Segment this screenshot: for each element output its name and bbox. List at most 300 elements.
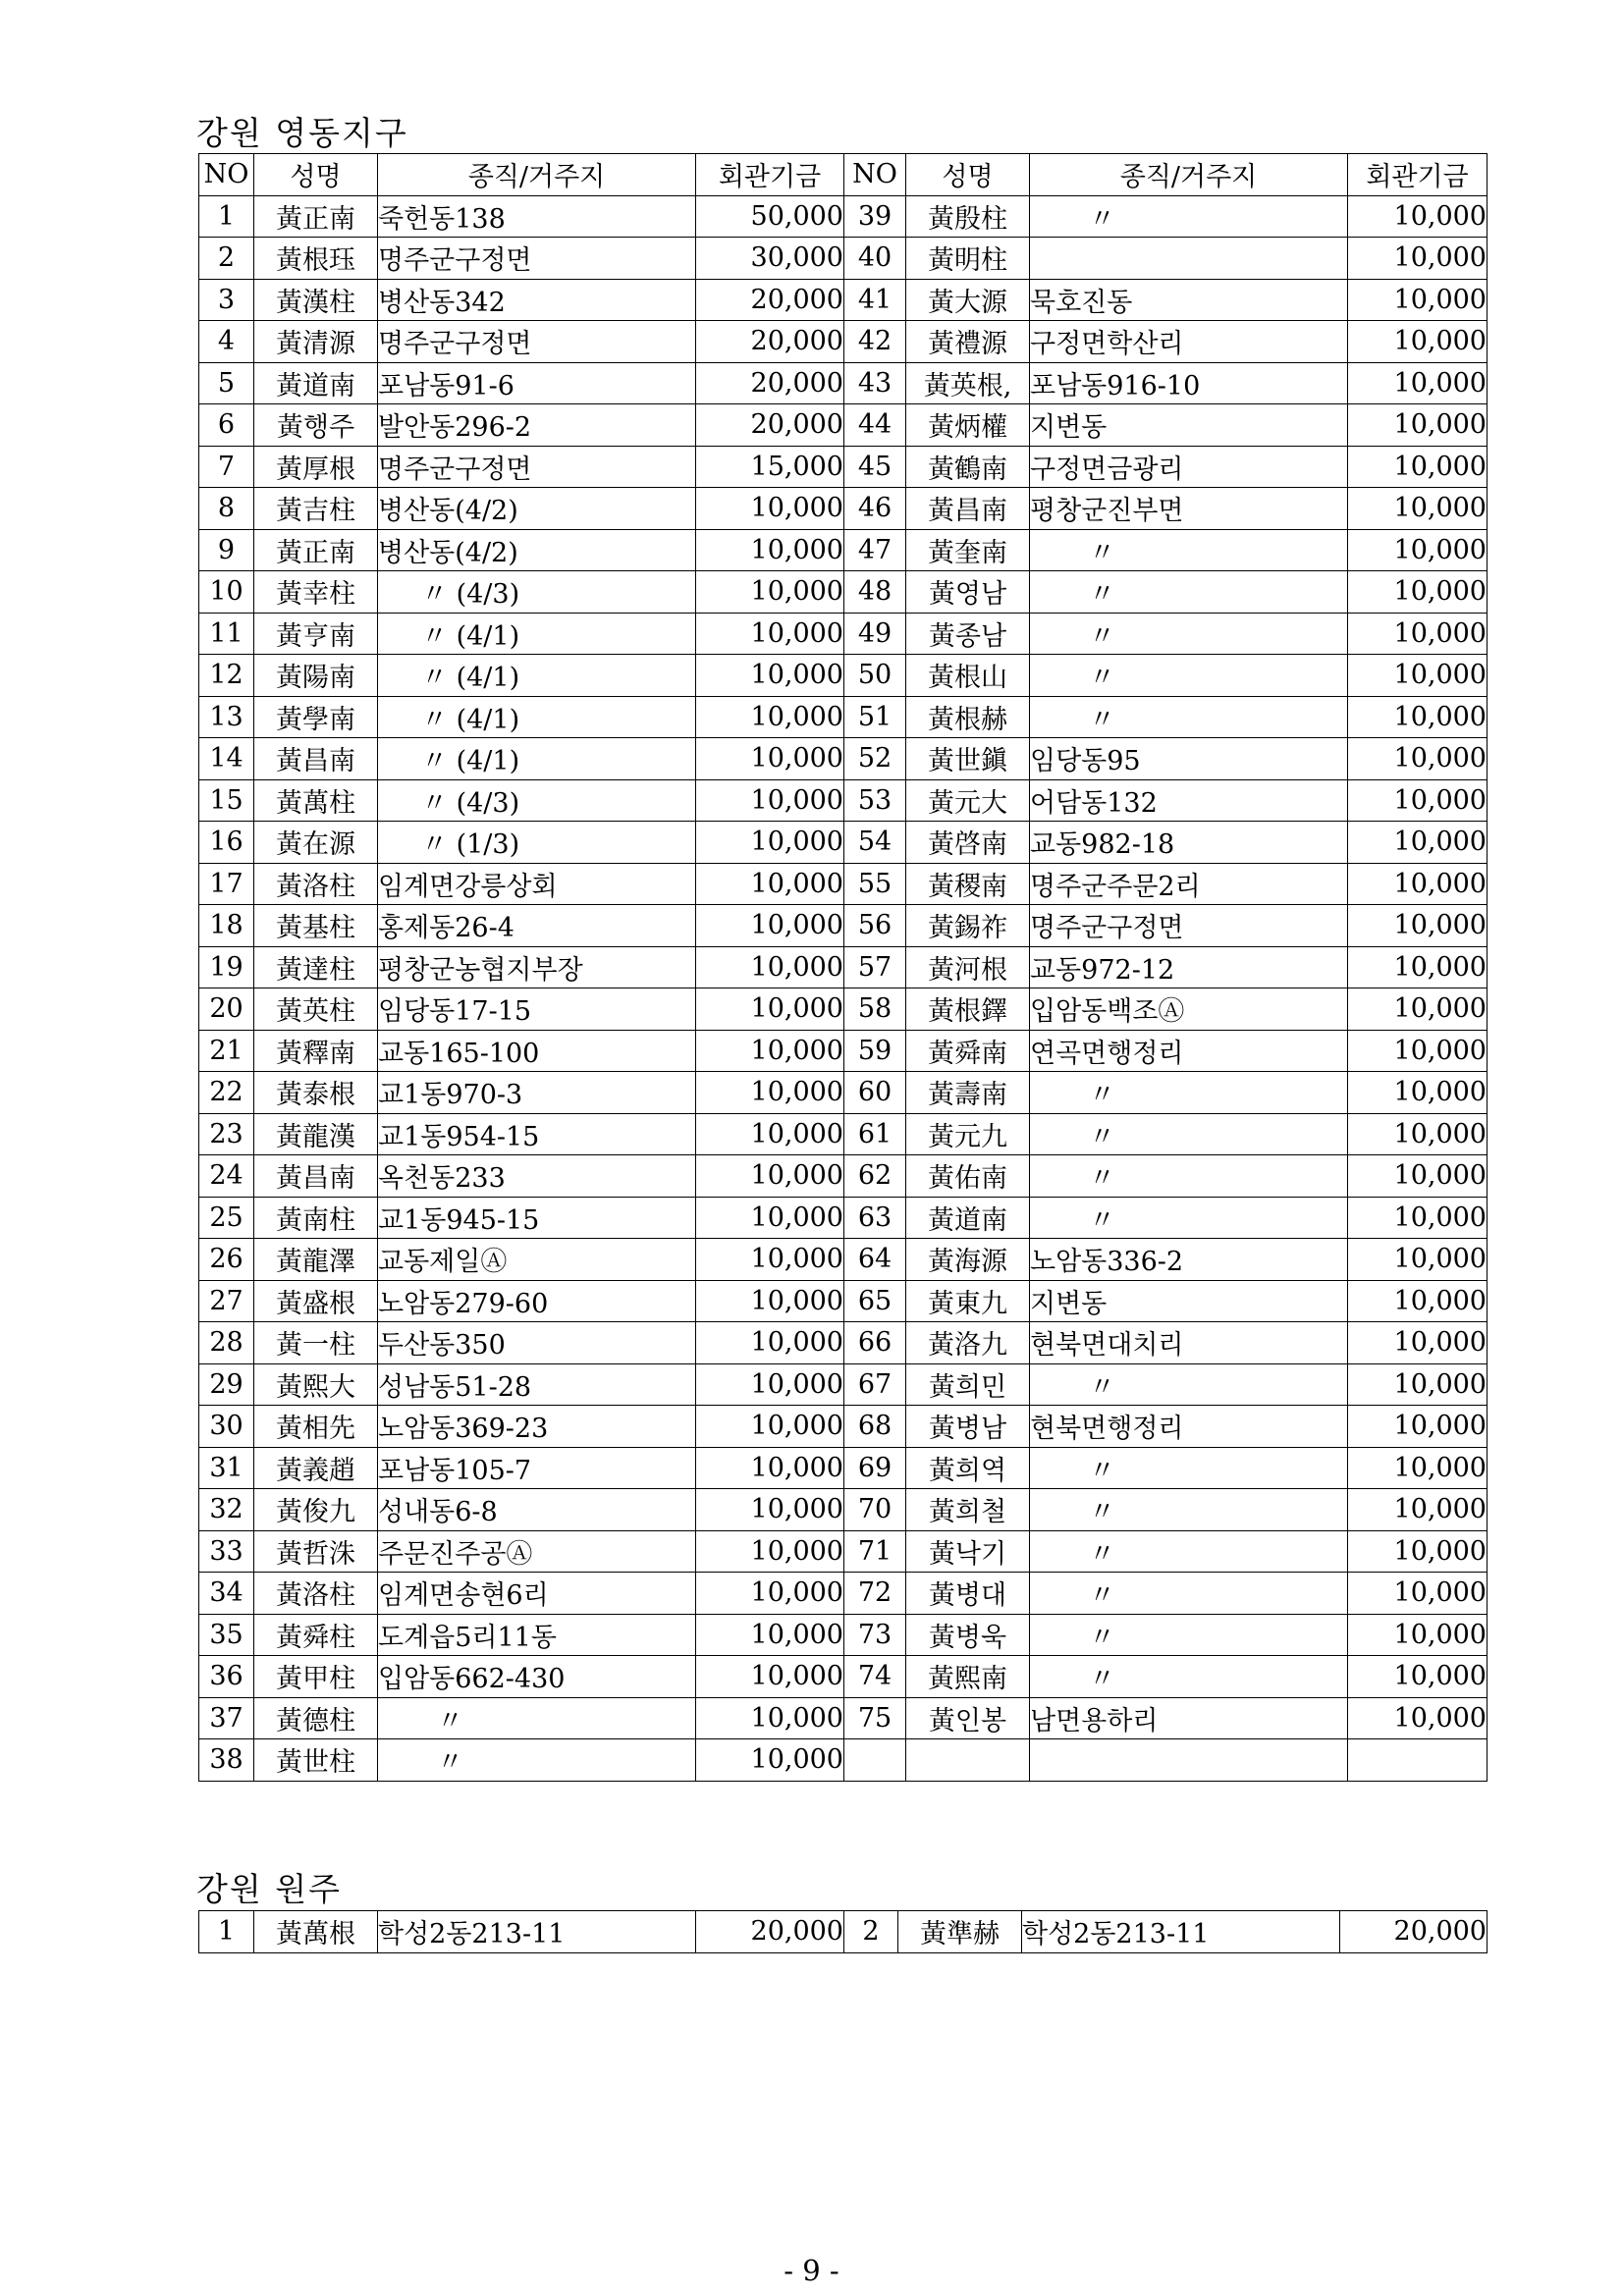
row-no: 62 (844, 1155, 906, 1198)
table-row (199, 1447, 1488, 1489)
table-row (199, 1197, 1488, 1239)
member-name: 黃殷柱 (906, 195, 1030, 238)
residence: 〃 (1030, 1072, 1348, 1114)
row-no: 43 (844, 362, 906, 404)
residence: 임계면송현6리 (378, 1573, 696, 1615)
member-name: 黃東九 (906, 1280, 1030, 1322)
table-row (199, 529, 1488, 571)
residence: 주문진주공Ⓐ (378, 1530, 696, 1573)
table-row (199, 655, 1488, 697)
fund-amount: 10,000 (1348, 863, 1488, 905)
row-no: 68 (844, 1406, 906, 1448)
page-number: - 9 - (784, 2254, 839, 2287)
row-no: 26 (199, 1239, 254, 1281)
table-row (199, 988, 1488, 1031)
member-name: 黃幸柱 (254, 571, 378, 614)
table-row (199, 738, 1488, 780)
residence: 학성2동213-11 (1022, 1911, 1340, 1953)
row-no: 21 (199, 1030, 254, 1072)
row-no: 1 (199, 195, 254, 238)
row-no: 45 (844, 446, 906, 488)
residence: 평창군농협지부장 (378, 946, 696, 988)
fund-amount: 10,000 (696, 822, 844, 864)
member-name: 黃世柱 (254, 1739, 378, 1782)
table-row (199, 321, 1488, 363)
row-no: 37 (199, 1697, 254, 1739)
member-name: 黃壽南 (906, 1072, 1030, 1114)
table-row (199, 404, 1488, 447)
residence: 〃 (1030, 655, 1348, 697)
member-name: 黃稷南 (906, 863, 1030, 905)
fund-amount: 10,000 (696, 1489, 844, 1531)
table-row (199, 279, 1488, 321)
residence: 포남동105-7 (378, 1447, 696, 1489)
residence: 〃 (1030, 1656, 1348, 1698)
member-name: 黃吉柱 (254, 488, 378, 530)
row-no: 8 (199, 488, 254, 530)
residence: 〃 (4/3) (378, 571, 696, 614)
fund-amount: 20,000 (696, 404, 844, 447)
residence: 죽헌동138 (378, 195, 696, 238)
residence: 남면용하리 (1030, 1697, 1348, 1739)
fund-amount: 10,000 (1348, 446, 1488, 488)
table-row (199, 446, 1488, 488)
member-name: 黃明柱 (906, 238, 1030, 280)
fund-amount: 10,000 (696, 905, 844, 947)
member-name: 黃道南 (906, 1197, 1030, 1239)
fund-amount: 10,000 (1348, 1573, 1488, 1615)
row-no: 34 (199, 1573, 254, 1615)
fund-amount: 10,000 (1348, 238, 1488, 280)
section-title-yeongdong: 강원 영동지구 (196, 114, 408, 152)
member-name: 黃舜柱 (254, 1614, 378, 1656)
table-row (199, 1489, 1488, 1531)
member-name: 黃厚根 (254, 446, 378, 488)
table-row (199, 779, 1488, 822)
fund-amount: 10,000 (696, 779, 844, 822)
row-no: 73 (844, 1614, 906, 1656)
residence: 교동982-18 (1030, 822, 1348, 864)
residence: 교1동954-15 (378, 1113, 696, 1155)
member-name: 黃洛柱 (254, 863, 378, 905)
residence: 지변동 (1030, 404, 1348, 447)
row-no: 1 (199, 1911, 254, 1953)
member-name: 黃陽南 (254, 655, 378, 697)
residence: 구정면금광리 (1030, 446, 1348, 488)
residence: 임계면강릉상회 (378, 863, 696, 905)
row-no: 22 (199, 1072, 254, 1114)
fund-amount: 10,000 (696, 1739, 844, 1782)
residence: 〃 (1030, 1363, 1348, 1406)
table-row (199, 1113, 1488, 1155)
row-no: 18 (199, 905, 254, 947)
row-no: 58 (844, 988, 906, 1031)
row-no: 32 (199, 1489, 254, 1531)
row-no: 63 (844, 1197, 906, 1239)
table-row (199, 1155, 1488, 1198)
fund-amount: 10,000 (1348, 1363, 1488, 1406)
residence: 〃 (1030, 1489, 1348, 1531)
residence: 병산동342 (378, 279, 696, 321)
residence: 〃 (1030, 1530, 1348, 1573)
fund-amount: 10,000 (696, 696, 844, 738)
table-row (199, 488, 1488, 530)
row-no: 3 (199, 279, 254, 321)
residence: 노암동369-23 (378, 1406, 696, 1448)
table-row (199, 1911, 1488, 1953)
residence: 〃 (1030, 1447, 1348, 1489)
member-name: 黃學南 (254, 696, 378, 738)
fund-amount: 10,000 (696, 1072, 844, 1114)
residence: 〃 (4/1) (378, 613, 696, 655)
fund-amount: 10,000 (1348, 279, 1488, 321)
member-name: 黃甲柱 (254, 1656, 378, 1698)
member-name: 黃根赫 (906, 696, 1030, 738)
fund-amount: 10,000 (696, 1573, 844, 1615)
row-no: 65 (844, 1280, 906, 1322)
fund-amount: 10,000 (696, 1197, 844, 1239)
residence: 입암동662-430 (378, 1656, 696, 1698)
residence: 〃 (4/3) (378, 779, 696, 822)
residence: 학성2동213-11 (378, 1911, 696, 1953)
residence: 〃 (4/1) (378, 696, 696, 738)
fund-amount: 10,000 (1348, 1113, 1488, 1155)
row-no: 10 (199, 571, 254, 614)
member-name: 黃洛柱 (254, 1573, 378, 1615)
fund-amount: 10,000 (1348, 362, 1488, 404)
table-row (199, 1322, 1488, 1364)
fund-amount: 10,000 (696, 1239, 844, 1281)
fund-amount: 10,000 (1348, 905, 1488, 947)
row-no: 39 (844, 195, 906, 238)
fund-amount: 10,000 (1348, 529, 1488, 571)
row-no: 30 (199, 1406, 254, 1448)
row-no: 19 (199, 946, 254, 988)
fund-amount: 10,000 (1348, 779, 1488, 822)
row-no: 51 (844, 696, 906, 738)
row-no: 67 (844, 1363, 906, 1406)
row-no: 29 (199, 1363, 254, 1406)
fund-amount: 10,000 (1348, 1614, 1488, 1656)
residence: 현북면대치리 (1030, 1322, 1348, 1364)
member-name: 黃泰根 (254, 1072, 378, 1114)
residence: 교1동945-15 (378, 1197, 696, 1239)
fund-amount: 10,000 (1348, 655, 1488, 697)
member-name: 黃鶴南 (906, 446, 1030, 488)
row-no: 47 (844, 529, 906, 571)
table-row (199, 863, 1488, 905)
fund-amount: 10,000 (1348, 1155, 1488, 1198)
member-name: 黃행주 (254, 404, 378, 447)
residence: 지변동 (1030, 1280, 1348, 1322)
member-name: 黃佑南 (906, 1155, 1030, 1198)
fund-amount: 10,000 (696, 1406, 844, 1448)
fund-amount: 10,000 (1348, 1406, 1488, 1448)
row-no: 75 (844, 1697, 906, 1739)
member-name: 黃正南 (254, 529, 378, 571)
header-address: 종직/거주지 (1030, 154, 1348, 196)
fund-amount (1348, 1739, 1488, 1782)
table-row (199, 1573, 1488, 1615)
member-name: 黃昌南 (254, 1155, 378, 1198)
row-no: 35 (199, 1614, 254, 1656)
fund-amount: 15,000 (696, 446, 844, 488)
residence: 두산동350 (378, 1322, 696, 1364)
residence: 〃 (1030, 1155, 1348, 1198)
residence: 포남동916-10 (1030, 362, 1348, 404)
row-no: 57 (844, 946, 906, 988)
fund-amount: 10,000 (1348, 1239, 1488, 1281)
table-row (199, 1363, 1488, 1406)
member-name: 黃낙기 (906, 1530, 1030, 1573)
fund-amount: 10,000 (1348, 696, 1488, 738)
member-name: 黃萬根 (254, 1911, 378, 1953)
header-address: 종직/거주지 (378, 154, 696, 196)
fund-amount: 10,000 (1348, 404, 1488, 447)
residence: 발안동296-2 (378, 404, 696, 447)
row-no: 40 (844, 238, 906, 280)
row-no: 54 (844, 822, 906, 864)
residence: 묵호진동 (1030, 279, 1348, 321)
fund-amount: 10,000 (696, 1656, 844, 1698)
member-name: 黃禮源 (906, 321, 1030, 363)
header-name: 성명 (254, 154, 378, 196)
table-row (199, 905, 1488, 947)
table-row (199, 1239, 1488, 1281)
fund-amount: 10,000 (1348, 988, 1488, 1031)
row-no: 24 (199, 1155, 254, 1198)
fund-amount: 10,000 (1348, 946, 1488, 988)
row-no: 14 (199, 738, 254, 780)
residence: 〃 (1030, 1614, 1348, 1656)
header-fund: 회관기금 (696, 154, 844, 196)
fund-amount: 10,000 (1348, 1697, 1488, 1739)
member-name: 黃舜南 (906, 1030, 1030, 1072)
row-no: 38 (199, 1739, 254, 1782)
fund-amount: 10,000 (696, 1363, 844, 1406)
member-name: 黃龍澤 (254, 1239, 378, 1281)
member-name: 黃昌南 (906, 488, 1030, 530)
member-name: 黃洛九 (906, 1322, 1030, 1364)
row-no: 9 (199, 529, 254, 571)
member-name: 黃正南 (254, 195, 378, 238)
row-no: 69 (844, 1447, 906, 1489)
member-name: 黃德柱 (254, 1697, 378, 1739)
residence: 홍제동26-4 (378, 905, 696, 947)
member-name: 黃根山 (906, 655, 1030, 697)
row-no (844, 1739, 906, 1782)
table-row (199, 1697, 1488, 1739)
member-name: 黃清源 (254, 321, 378, 363)
row-no: 56 (844, 905, 906, 947)
member-name: 黃哲洙 (254, 1530, 378, 1573)
member-name: 黃道南 (254, 362, 378, 404)
row-no: 42 (844, 321, 906, 363)
table-row (199, 195, 1488, 238)
member-name: 黃啓南 (906, 822, 1030, 864)
member-name: 黃根鐸 (906, 988, 1030, 1031)
header-name: 성명 (906, 154, 1030, 196)
fund-amount: 50,000 (696, 195, 844, 238)
table-row (199, 822, 1488, 864)
fund-amount: 10,000 (696, 1322, 844, 1364)
residence: 현북면행정리 (1030, 1406, 1348, 1448)
row-no: 64 (844, 1239, 906, 1281)
residence: 구정면학산리 (1030, 321, 1348, 363)
member-name: 黃英柱 (254, 988, 378, 1031)
fund-amount: 10,000 (1348, 613, 1488, 655)
row-no: 23 (199, 1113, 254, 1155)
header-fund: 회관기금 (1348, 154, 1488, 196)
fund-amount: 10,000 (696, 946, 844, 988)
table-row (199, 1280, 1488, 1322)
row-no: 13 (199, 696, 254, 738)
residence: 명주군구정면 (378, 238, 696, 280)
row-no: 12 (199, 655, 254, 697)
member-name: 黃義趙 (254, 1447, 378, 1489)
fund-amount: 10,000 (1348, 321, 1488, 363)
residence (1030, 1739, 1348, 1782)
fund-amount: 10,000 (1348, 571, 1488, 614)
row-no: 60 (844, 1072, 906, 1114)
residence: 〃 (4/1) (378, 655, 696, 697)
section-title-wonju: 강원 원주 (196, 1870, 343, 1908)
fund-amount: 10,000 (696, 738, 844, 780)
row-no: 44 (844, 404, 906, 447)
member-name: 黃河根 (906, 946, 1030, 988)
table-header-row (199, 154, 1488, 196)
row-no: 6 (199, 404, 254, 447)
member-name: 黃南柱 (254, 1197, 378, 1239)
member-name: 黃根珏 (254, 238, 378, 280)
row-no: 46 (844, 488, 906, 530)
row-no: 52 (844, 738, 906, 780)
row-no: 31 (199, 1447, 254, 1489)
fund-amount: 10,000 (1348, 195, 1488, 238)
member-name: 黃元大 (906, 779, 1030, 822)
residence: 노암동279-60 (378, 1280, 696, 1322)
table-row (199, 1530, 1488, 1573)
row-no: 17 (199, 863, 254, 905)
member-name: 黃병욱 (906, 1614, 1030, 1656)
row-no: 66 (844, 1322, 906, 1364)
residence: 옥천동233 (378, 1155, 696, 1198)
row-no: 7 (199, 446, 254, 488)
fund-amount: 10,000 (696, 529, 844, 571)
residence: 연곡면행정리 (1030, 1030, 1348, 1072)
table-row (199, 696, 1488, 738)
row-no: 50 (844, 655, 906, 697)
row-no: 70 (844, 1489, 906, 1531)
fund-amount: 10,000 (1348, 1322, 1488, 1364)
header-no: NO (844, 154, 906, 196)
fund-amount: 10,000 (696, 863, 844, 905)
residence: 〃 (1030, 1197, 1348, 1239)
fund-amount: 10,000 (1348, 1197, 1488, 1239)
fund-amount: 10,000 (696, 571, 844, 614)
table-row (199, 946, 1488, 988)
row-no: 25 (199, 1197, 254, 1239)
member-name: 黃영남 (906, 571, 1030, 614)
member-name: 黃희역 (906, 1447, 1030, 1489)
row-no: 48 (844, 571, 906, 614)
fund-amount: 10,000 (696, 1155, 844, 1198)
residence: 노암동336-2 (1030, 1239, 1348, 1281)
member-name: 黃희철 (906, 1489, 1030, 1531)
member-name: 黃희민 (906, 1363, 1030, 1406)
table-row (199, 1072, 1488, 1114)
member-name: 黃盛根 (254, 1280, 378, 1322)
fund-amount: 10,000 (696, 1697, 844, 1739)
member-name: 黃在源 (254, 822, 378, 864)
residence: 〃 (1030, 571, 1348, 614)
table-row (199, 1030, 1488, 1072)
row-no: 36 (199, 1656, 254, 1698)
member-name: 黃昌南 (254, 738, 378, 780)
member-name: 黃奎南 (906, 529, 1030, 571)
header-no: NO (199, 154, 254, 196)
member-name: 黃龍漢 (254, 1113, 378, 1155)
row-no: 4 (199, 321, 254, 363)
fund-amount: 10,000 (1348, 1489, 1488, 1531)
row-no: 15 (199, 779, 254, 822)
row-no: 27 (199, 1280, 254, 1322)
member-name: 黃병남 (906, 1406, 1030, 1448)
fund-amount: 30,000 (696, 238, 844, 280)
fund-amount: 10,000 (696, 1447, 844, 1489)
residence: 교동972-12 (1030, 946, 1348, 988)
residence: 〃 (1030, 529, 1348, 571)
residence: 병산동(4/2) (378, 529, 696, 571)
fund-amount: 10,000 (1348, 1447, 1488, 1489)
member-name: 黃漢柱 (254, 279, 378, 321)
table-row (199, 1614, 1488, 1656)
residence: 〃 (1/3) (378, 822, 696, 864)
fund-amount: 10,000 (696, 1113, 844, 1155)
fund-amount: 10,000 (696, 613, 844, 655)
residence: 임당동17-15 (378, 988, 696, 1031)
row-no: 11 (199, 613, 254, 655)
member-name: 黃海源 (906, 1239, 1030, 1281)
member-name (906, 1739, 1030, 1782)
table-row (199, 1739, 1488, 1782)
member-name: 黃俊九 (254, 1489, 378, 1531)
table-row (199, 362, 1488, 404)
fund-amount: 10,000 (1348, 1280, 1488, 1322)
residence: 어담동132 (1030, 779, 1348, 822)
table-row (199, 1656, 1488, 1698)
residence: 〃 (1030, 195, 1348, 238)
fund-amount: 20,000 (696, 321, 844, 363)
row-no: 5 (199, 362, 254, 404)
yeongdong-roster-table (198, 153, 1488, 1782)
member-name: 黃병대 (906, 1573, 1030, 1615)
table-row (199, 1406, 1488, 1448)
residence: 임당동95 (1030, 738, 1348, 780)
member-name: 黃亨南 (254, 613, 378, 655)
row-no: 71 (844, 1530, 906, 1573)
row-no: 49 (844, 613, 906, 655)
member-name: 黃元九 (906, 1113, 1030, 1155)
member-name: 黃인봉 (906, 1697, 1030, 1739)
member-name: 黃大源 (906, 279, 1030, 321)
residence (1030, 238, 1348, 280)
residence: 〃 (4/1) (378, 738, 696, 780)
row-no: 16 (199, 822, 254, 864)
residence: 교1동970-3 (378, 1072, 696, 1114)
row-no: 20 (199, 988, 254, 1031)
member-name: 黃基柱 (254, 905, 378, 947)
